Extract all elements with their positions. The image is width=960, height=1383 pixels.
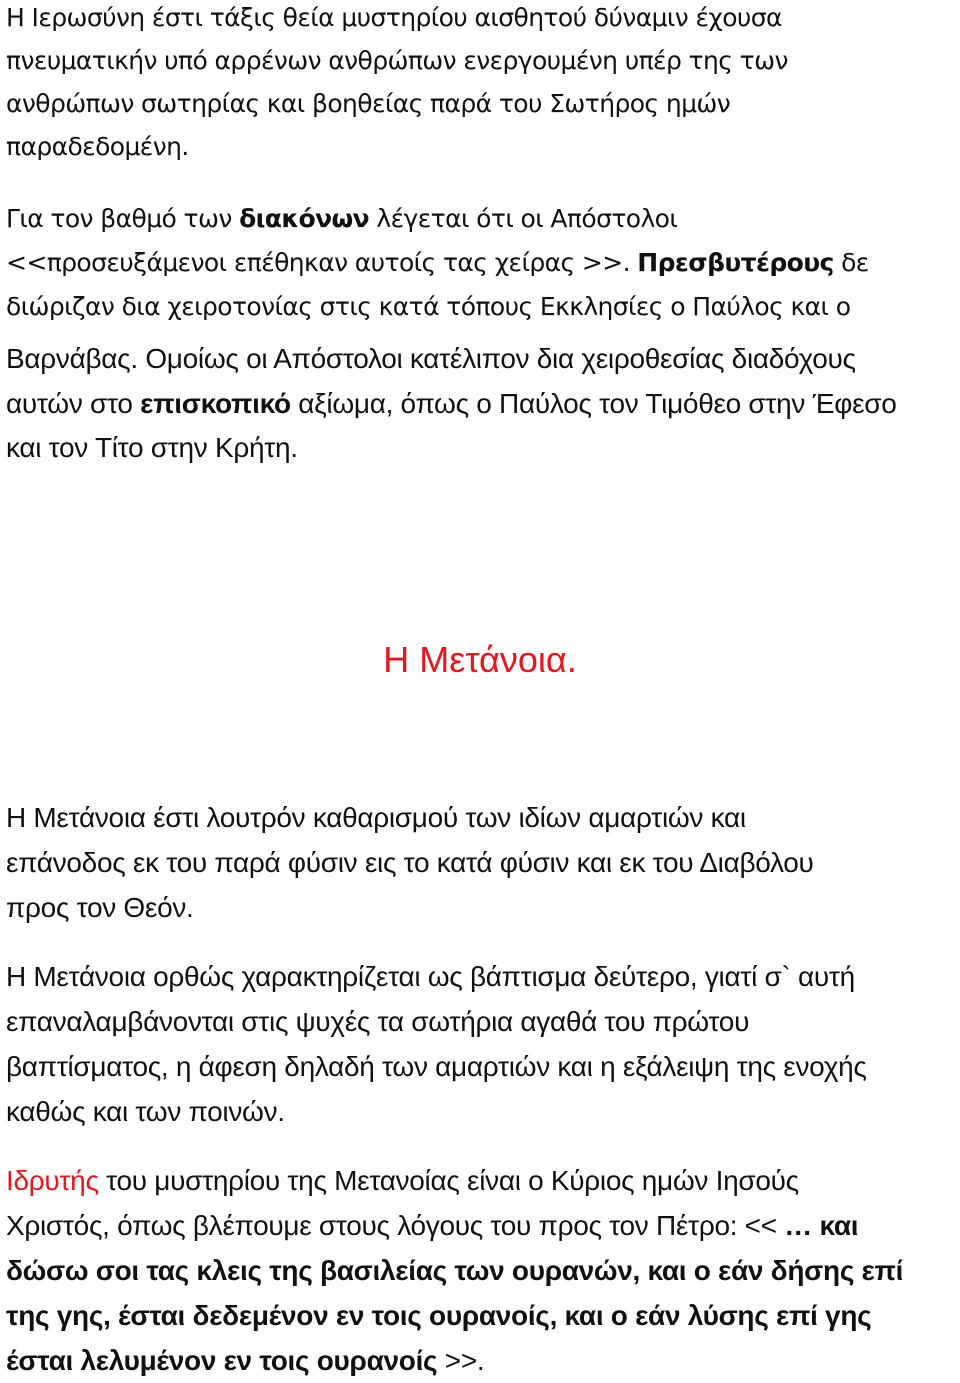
bold-quote-line: της γης, έσται δεδεμένον εν τοις ουρανοίς, και ο εάν λύσης επί γης — [6, 1300, 872, 1331]
text-run: >>. — [437, 1345, 485, 1376]
text-line — [6, 382, 954, 427]
text-line: επάνοδος εκ του παρά φύσιν εις το κατά φύσιν και εκ του Διαβόλου — [6, 847, 814, 878]
bold-quote: έσται λελυμένον εν τοις ουρανοίς — [6, 1345, 438, 1376]
text-line — [6, 1158, 954, 1203]
text-line — [6, 197, 954, 241]
text-line — [6, 241, 954, 285]
paragraph-repentance-definition — [6, 795, 954, 930]
text-run: αξίωμα, όπως ο Παύλος τον Τιμόθεο στην Έφεσο — [290, 387, 897, 419]
text-line — [6, 1203, 954, 1248]
text-run: Χριστός, όπως βλέπουμε στους λόγους του προς τον Πέτρο: << — [6, 1210, 785, 1241]
paragraph-founder — [6, 1158, 954, 1383]
text-run: δε — [833, 248, 869, 277]
text-line: καθώς και των ποινών. — [6, 1096, 285, 1127]
section-heading-repentance: Η Μετάνοια. — [383, 639, 577, 680]
text-line: Η Ιερωσύνη έστι τάξις θεία μυστηρίου αισθητού δύναμιν έχουσα — [6, 3, 782, 32]
text-line — [6, 1338, 954, 1383]
text-line: ανθρώπων σωτηρίας και βοηθείας παρά του Σωτήρος ημών — [6, 89, 731, 118]
paragraph-deacons-presbyters — [6, 197, 954, 329]
text-line: Η Μετάνοια έστι λουτρόν καθαρισμού των ιδίων αμαρτιών και — [6, 802, 746, 833]
bold-term-episcopal: επισκοπικό — [140, 387, 291, 419]
bold-term-presbyters: Πρεσβυτέρους — [637, 248, 834, 277]
paragraph-second-baptism — [6, 954, 954, 1134]
text-line: προς τον Θεόν. — [6, 892, 194, 923]
bold-quote-line: δώσω σοι τας κλεις της βασιλείας των ουρανών, και ο εάν δήσης επί — [6, 1255, 904, 1286]
text-line: διώριζαν δια χειροτονίας στις κατά τόπους Εκκλησίες ο Παύλος και ο — [6, 292, 851, 321]
bold-quote: … και — [784, 1210, 859, 1241]
text-run: λέγεται ότι οι Απόστολοι — [369, 204, 678, 233]
bold-term-deacons: διακόνων — [239, 204, 370, 233]
text-line: και τον Τίτο στην Κρήτη. — [6, 432, 298, 463]
text-run: <<προσευξάμενοι επέθηκαν αυτοίς τας χείρας >>. — [6, 248, 638, 277]
text-run: αυτών στο — [6, 387, 141, 419]
text-line: πνευματικήν υπό αρρένων ανθρώπων ενεργουμένη υπέρ της των — [6, 46, 788, 75]
text-line: Βαρνάβας. Ομοίως οι Απόστολοι κατέλιπον δια χειροθεσίας διαδόχους — [6, 343, 856, 374]
text-line: Η Μετάνοια ορθώς χαρακτηρίζεται ως βάπτισμα δεύτερο, γιατί σ` αυτή — [6, 961, 855, 992]
text-line: παραδεδομένη. — [6, 132, 189, 161]
text-line: επαναλαμβάνονται στις ψυχές τα σωτήρια αγαθά του πρώτου — [6, 1006, 750, 1037]
text-line: βαπτίσματος, η άφεση δηλαδή των αμαρτιών και η εξάλειψη της ενοχής — [6, 1051, 867, 1082]
red-term-founder: Ιδρυτής — [6, 1165, 99, 1196]
paragraph-priesthood-definition — [6, 0, 954, 168]
paragraph-bishops — [6, 337, 954, 471]
text-run: του μυστηρίου της Μετανοίας είναι ο Κύριος ημών Ιησούς — [98, 1165, 799, 1196]
text-run: Για τον βαθμό των — [6, 204, 240, 233]
